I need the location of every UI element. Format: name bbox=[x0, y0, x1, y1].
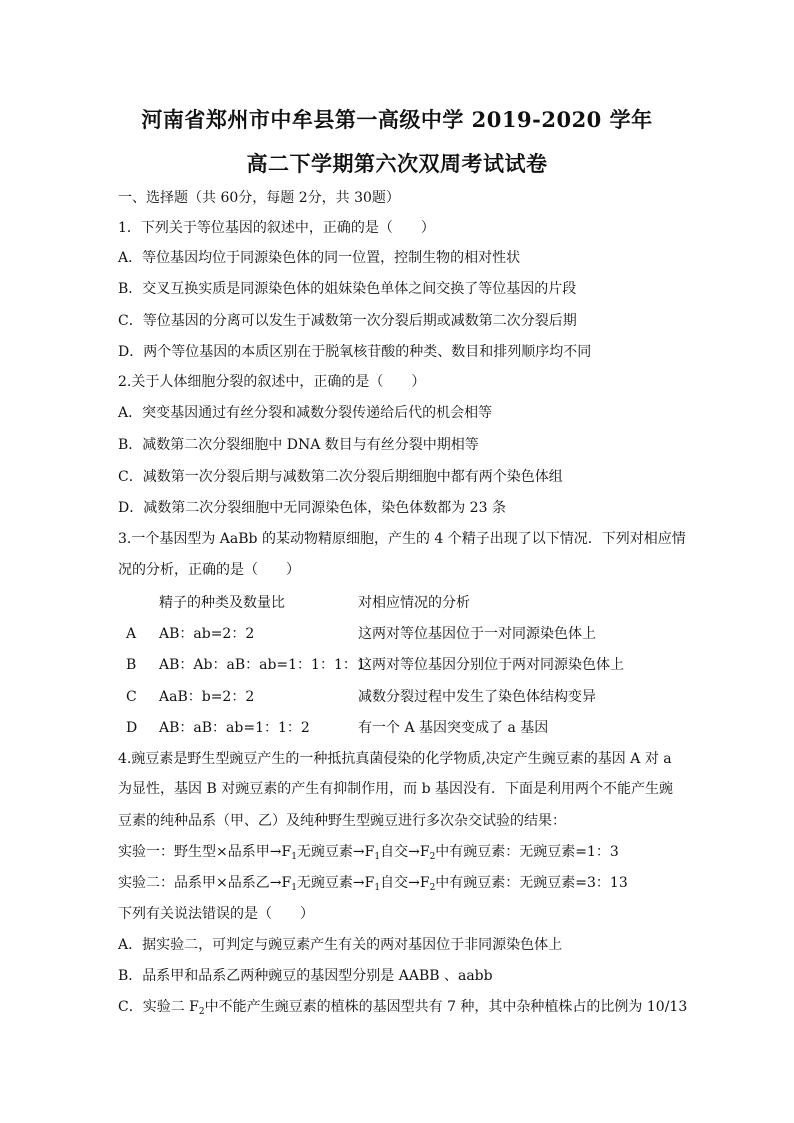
q4-experiment-1: 实验一：野生型×品系甲$\to F_1$无豌豆素$\to F_1$自交$\to F_2$中有豌豆素：无豌豆素=1：3 bbox=[118, 844, 619, 862]
q3-table-header-ratio: 精子的种类及数量比 bbox=[159, 595, 285, 611]
section-heading: 一、选择题（共 60分，每题 2分，共 30题） bbox=[118, 190, 400, 206]
q3-stem-line2: 况的分析，正确的是（ ） bbox=[118, 562, 300, 578]
q3-row-option: D bbox=[126, 720, 138, 736]
q3-row-analysis: 有一个 A 基因突变成了 a 基因 bbox=[358, 720, 549, 736]
q4-stem-line3: 豆素的纯种品系（甲、乙）及纯种野生型豌豆进行多次杂交试验的结果： bbox=[118, 813, 566, 829]
q3-row-analysis: 这两对等位基因位于一对同源染色体上 bbox=[358, 626, 596, 642]
q4-stem-line2: 为显性，基因 B 对豌豆素的产生有抑制作用，而 b 基因没有．下面是利用两个不能产生豌 bbox=[118, 781, 674, 797]
exam-title-line2: 高二下学期第六次双周考试试卷 bbox=[246, 151, 548, 176]
q3-stem-line1: 3.一个基因型为 AaBb 的某动物精原细胞，产生的 4 个精子出现了以下情况．下列对相应情 bbox=[118, 531, 686, 547]
q3-row-analysis: 这两对等位基因分别位于两对同源染色体上 bbox=[358, 657, 624, 673]
q4-prompt: 下列有关说法错误的是（ ） bbox=[118, 906, 314, 922]
q4-option-c: C．实验二 $F_2$中不能产生豌豆素的植株的基因型共有 7 种，其中杂种植株占的比例为 10/13 bbox=[118, 999, 688, 1017]
q4-option-a: A．据实验二，可判定与豌豆素产生有关的两对基因位于非同源染色体上 bbox=[118, 937, 563, 953]
q3-row-option: C bbox=[126, 689, 137, 705]
q4-stem-line1: 4.豌豆素是野生型豌豆产生的一种抵抗真菌侵染的化学物质,决定产生豌豆素的基因 A 对 a bbox=[118, 751, 672, 767]
q2-option-b: B．减数第二次分裂细胞中 DNA 数目与有丝分裂中期相等 bbox=[118, 437, 479, 453]
q1-option-c: C．等位基因的分离可以发生于减数第一次分裂后期或减数第二次分裂后期 bbox=[118, 313, 577, 329]
q1-option-d: D．两个等位基因的本质区别在于脱氧核苷酸的种类、数目和排列顺序均不同 bbox=[118, 344, 592, 360]
q1-option-a: A．等位基因均位于同源染色体的同一位置，控制生物的相对性状 bbox=[118, 250, 521, 266]
q4-experiment-2: 实验二：品系甲×品系乙$\to F_1$无豌豆素$\to F_1$自交$\to F_2$中有豌豆素：无豌豆素=3：13 bbox=[118, 875, 628, 893]
q2-option-c: C．减数第一次分裂后期与减数第二次分裂后期细胞中都有两个染色体组 bbox=[118, 469, 563, 485]
q4-option-b: B．品系甲和品系乙两种豌豆的基因型分别是 AABB 、aabb bbox=[118, 968, 493, 984]
q2-option-d: D．减数第二次分裂细胞中无同源染色体，染色体数都为 23 条 bbox=[118, 500, 506, 516]
q3-table-header-analysis: 对相应情况的分析 bbox=[358, 595, 470, 611]
exam-title-line1: 河南省郑州市中牟县第一高级中学 2019-2020 学年 bbox=[141, 107, 653, 132]
q3-row-ratio: AB：ab=2：2 bbox=[159, 626, 255, 642]
q1-option-b: B．交叉互换实质是同源染色体的姐妹染色单体之间交换了等位基因的片段 bbox=[118, 281, 577, 297]
q2-stem: 2.关于人体细胞分裂的叙述中，正确的是（ ） bbox=[118, 374, 426, 390]
q3-row-ratio: AaB：b=2：2 bbox=[159, 689, 255, 705]
q3-row-option: B bbox=[126, 657, 137, 673]
q1-stem: 1．下列关于等位基因的叙述中，正确的是（ ） bbox=[118, 220, 435, 236]
q3-row-ratio: AB：aB：ab=1：1：2 bbox=[159, 720, 310, 736]
q3-row-analysis: 减数分裂过程中发生了染色体结构变异 bbox=[358, 689, 596, 705]
q2-option-a: A．突变基因通过有丝分裂和减数分裂传递给后代的机会相等 bbox=[118, 405, 493, 421]
q3-row-option: A bbox=[126, 626, 137, 642]
q3-row-ratio: AB：Ab：aB：ab=1：1：1：1 bbox=[159, 657, 366, 673]
